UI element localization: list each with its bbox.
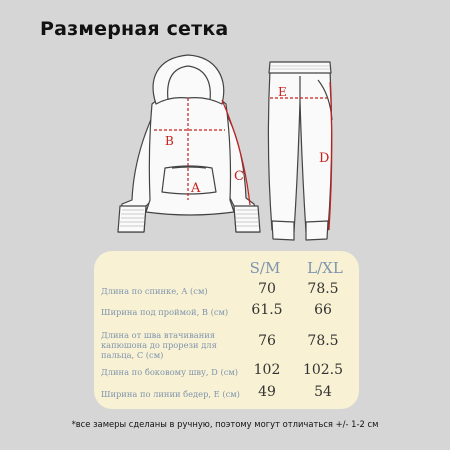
label-c: C	[234, 169, 244, 184]
label-b: B	[165, 134, 174, 148]
cell-d-sm: 102	[253, 362, 281, 378]
label-a: A	[191, 181, 201, 196]
row-label-a: Длина по спинке, A (см)	[101, 286, 208, 296]
label-e: E	[278, 85, 287, 99]
cell-a-lxl: 78.5	[307, 281, 339, 297]
page-title: Размерная сетка	[40, 18, 229, 40]
cell-a-sm: 70	[258, 281, 276, 297]
cell-d-lxl: 102.5	[302, 362, 344, 378]
cell-e-sm: 49	[258, 384, 276, 400]
cell-b-lxl: 66	[314, 302, 332, 318]
row-label-d: Длина по боковому шву, D (см)	[101, 367, 239, 377]
label-d: D	[319, 151, 330, 166]
cell-b-sm: 61.5	[251, 302, 283, 318]
row-label-b: Ширина под проймой, B (см)	[101, 307, 229, 317]
row-label-c: Длина от шва втачивания капюшона до прорези для пальца, C (см)	[101, 330, 217, 360]
cell-c-lxl: 78.5	[307, 333, 339, 349]
row-label-e: Ширина по линии бедер, E (см)	[101, 389, 240, 399]
measurement-note: *все замеры сделаны в ручную, поэтому могут отличаться +/- 1-2 см	[71, 419, 379, 429]
cell-c-sm: 76	[258, 333, 276, 349]
column-header-lxl: L/XL	[307, 259, 343, 277]
hoodie-drawing	[118, 55, 260, 232]
cell-e-lxl: 54	[314, 384, 332, 400]
column-header-sm: S/M	[249, 259, 281, 277]
